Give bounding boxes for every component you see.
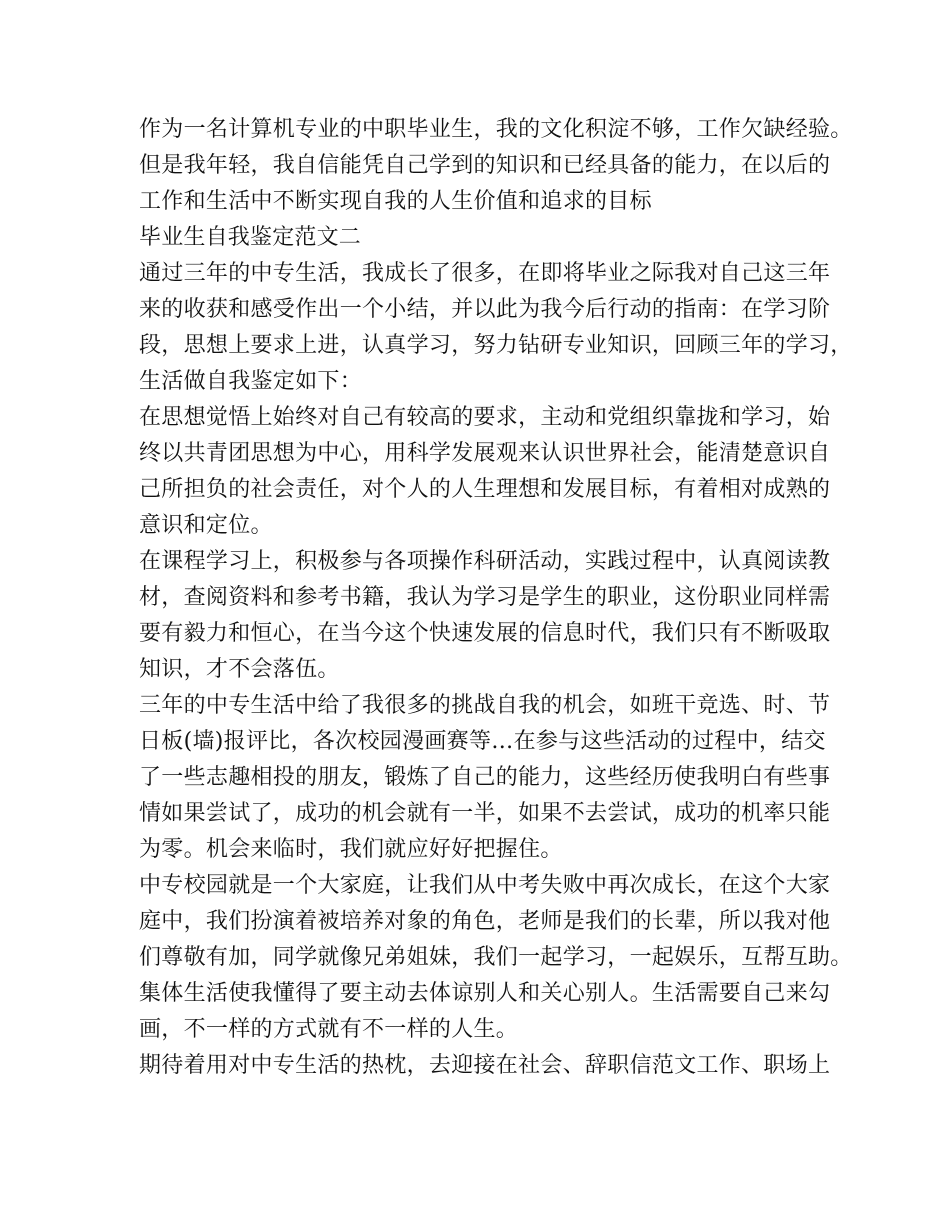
text-line: 三年的中专生活中给了我很多的挑战自我的机会，如班干竞选、时、节: [139, 693, 831, 718]
document-body: [139, 112, 853, 1084]
text-line: 意识和定位。: [139, 513, 273, 538]
text-line: 了一些志趣相投的朋友，锻炼了自己的能力，这些经历使我明白有些事: [139, 765, 831, 790]
text-line: 在思想觉悟上始终对自己有较高的要求，主动和党组织靠拢和学习，始: [139, 405, 831, 430]
text-line: 期待着用对中专生活的热枕，去迎接在社会、辞职信范文工作、职场上: [139, 1053, 831, 1078]
text-line: 来的收获和感受作出一个小结，并以此为我今后行动的指南：在学习阶: [139, 297, 831, 322]
text-line: 情如果尝试了，成功的机会就有一半，如果不去尝试，成功的机率只能: [139, 801, 831, 826]
text-line: 段，思想上要求上进，认真学习，努力钻研专业知识，回顾三年的学习，: [139, 333, 853, 358]
text-line: 日板(墙)报评比，各次校园漫画赛等…在参与这些活动的过程中，结交: [139, 729, 826, 754]
text-line: 己所担负的社会责任，对个人的人生理想和发展目标，有着相对成熟的: [139, 477, 831, 502]
text-line: 庭中，我们扮演着被培养对象的角色，老师是我们的长辈，所以我对他: [139, 909, 831, 934]
text-line: 但是我年轻，我自信能凭自己学到的知识和已经具备的能力，在以后的: [139, 153, 831, 178]
text-line: 通过三年的中专生活，我成长了很多，在即将毕业之际我对自己这三年: [139, 261, 831, 286]
text-line: 中专校园就是一个大家庭，让我们从中考失败中再次成长，在这个大家: [139, 873, 831, 898]
text-line: 画，不一样的方式就有不一样的人生。: [139, 1017, 519, 1042]
text-line: 知识，才不会落伍。: [139, 657, 340, 682]
text-line: 作为一名计算机专业的中职毕业生，我的文化积淀不够，工作欠缺经验。: [139, 117, 853, 142]
text-line: 要有毅力和恒心，在当今这个快速发展的信息时代，我们只有不断吸取: [139, 621, 831, 646]
section-heading: 毕业生自我鉴定范文二: [139, 225, 362, 250]
text-line: 工作和生活中不断实现自我的人生价值和追求的目标: [139, 189, 652, 214]
text-line: 材，查阅资料和参考书籍，我认为学习是学生的职业，这份职业同样需: [139, 585, 831, 610]
text-line: 生活做自我鉴定如下：: [139, 369, 363, 394]
text-line: 为零。机会来临时，我们就应好好把握住。: [139, 837, 563, 862]
text-line: 们尊敬有加，同学就像兄弟姐妹，我们一起学习，一起娱乐，互帮互助。: [139, 945, 853, 970]
text-line: 集体生活使我懂得了要主动去体谅别人和关心别人。生活需要自己来勾: [139, 981, 831, 1006]
text-line: 在课程学习上，积极参与各项操作科研活动，实践过程中，认真阅读教: [139, 549, 831, 574]
text-line: 终以共青团思想为中心，用科学发展观来认识世界社会，能清楚意识自: [139, 441, 831, 466]
